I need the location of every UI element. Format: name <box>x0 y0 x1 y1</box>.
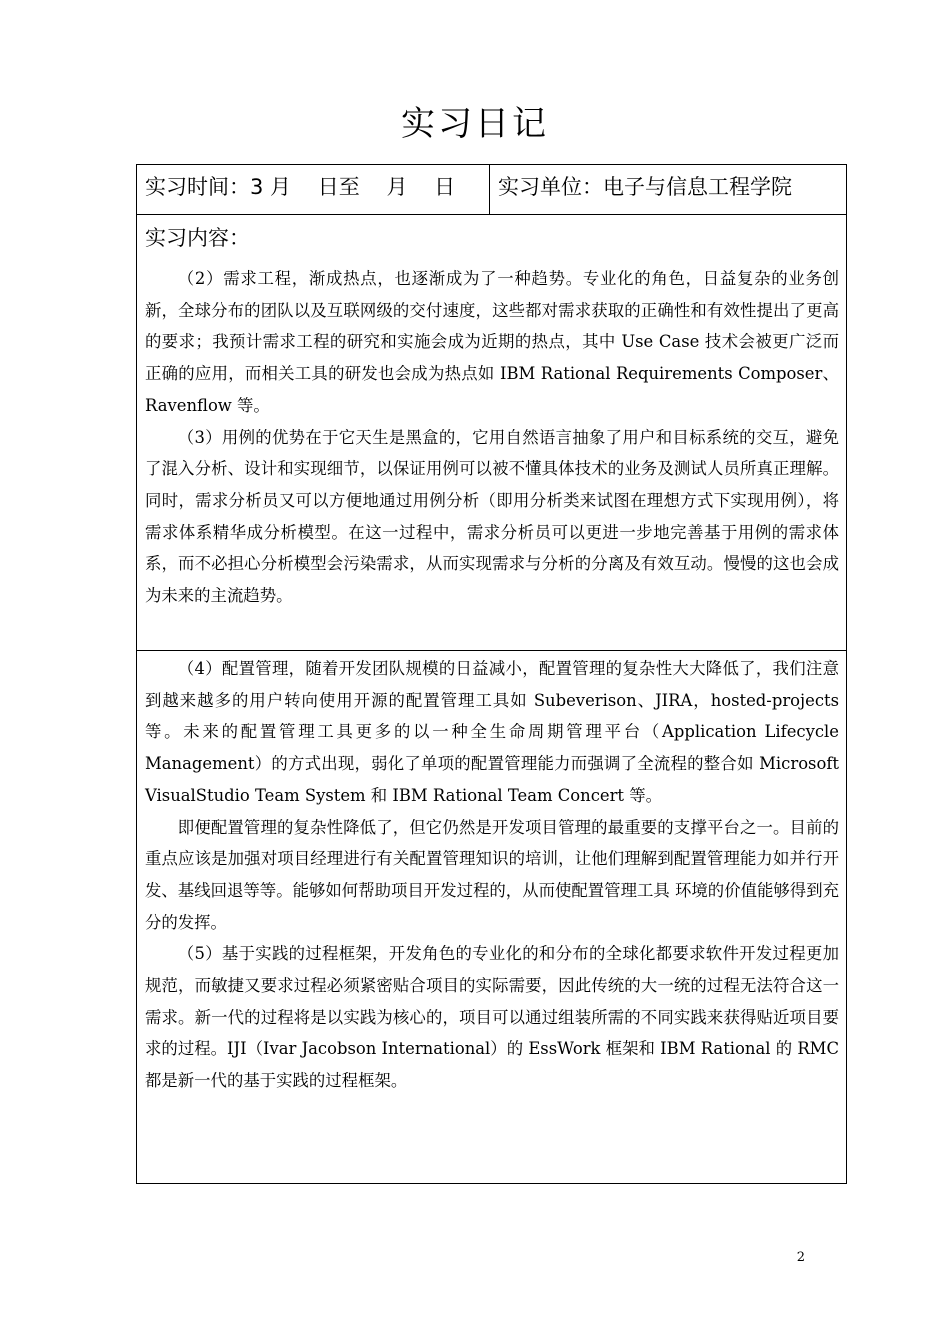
section-1-body <box>145 263 839 612</box>
paragraph: （3）用例的优势在于它天生是黑盒的，它用自然语言抽象了用户和目标系统的交互，避免了混入分析、设计和实现细节，以保证用例可以被不懂具体技术的业务及测试人员所真正理解。同时，需求分析员又可以方便地通过用例分析（即用分析类来试图在理想方式下实现用例），将需求体系精华成分析模型。在这一过程中，需求分析员可以更进一步地完善基于用例的需求体系，而不必担心分析模型会污染需求，从而实现需求与分析的分离及有效互动。慢慢的这也会成为未来的主流趋势。 <box>145 427 839 606</box>
content-label: 实习内容： <box>145 226 250 250</box>
paragraph: 即便配置管理的复杂性降低了，但它仍然是开发项目管理的最重要的支撑平台之一。目前的重点应该是加强对项目经理进行有关配置管理知识的培训，让他们理解到配置管理能力如并行开发、基线回退等等。能够如何帮助项目开发过程的，从而使配置管理工具 环境的价值能够得到充分的发挥。 <box>145 817 839 932</box>
paragraph: （2）需求工程，渐成热点，也逐渐成为了一种趋势。专业化的角色，日益复杂的业务创新，全球分布的团队以及互联网级的交付速度，这些都对需求获取的正确性和有效性提出了更高的要求；我预计需求工程的研究和实施会成为近期的热点，其中 Use Case 技术会被更广泛而正确的应用，而相关工具的研发也会成为热点如 IBM Rational Requirements Composer、Ravenflow 等。 <box>145 269 839 415</box>
header-row <box>137 165 846 215</box>
page-number: 2 <box>796 1250 805 1265</box>
diary-table <box>136 164 847 1184</box>
internship-time-cell: 实习时间：3 月 日至 月 日 <box>137 165 490 214</box>
section-2-body <box>145 653 839 1097</box>
content-section-2 <box>137 651 846 1183</box>
internship-unit-cell: 实习单位：电子与信息工程学院 <box>498 175 792 199</box>
content-section-1 <box>137 215 846 651</box>
paragraph: （4）配置管理，随着开发团队规模的日益减小，配置管理的复杂性大大降低了，我们注意到越来越多的用户转向使用开源的配置管理工具如 Subeverison、JIRA，hosted-projects 等。未来的配置管理工具更多的以一种全生命周期管理平台（Application Lifecycle Management）的方式出现，弱化了单项的配置管理能力而强调了全流程的整合如 Microsoft VisualStudio Team System 和 IBM Rational Team Concert 等。 <box>145 659 839 805</box>
paragraph: （5）基于实践的过程框架，开发角色的专业化的和分布的全球化都要求软件开发过程更加规范，而敏捷又要求过程必须紧密贴合项目的实际需要，因此传统的大一统的过程无法符合这一需求。新一代的过程将是以实践为核心的，项目可以通过组装所需的不同实践来获得贴近项目要求的过程。IJI（Ivar Jacobson International）的 EssWork 框架和 IBM Rational 的 RMC 都是新一代的基于实践的过程框架。 <box>145 944 839 1091</box>
page-title: 实习日记 <box>401 104 549 144</box>
